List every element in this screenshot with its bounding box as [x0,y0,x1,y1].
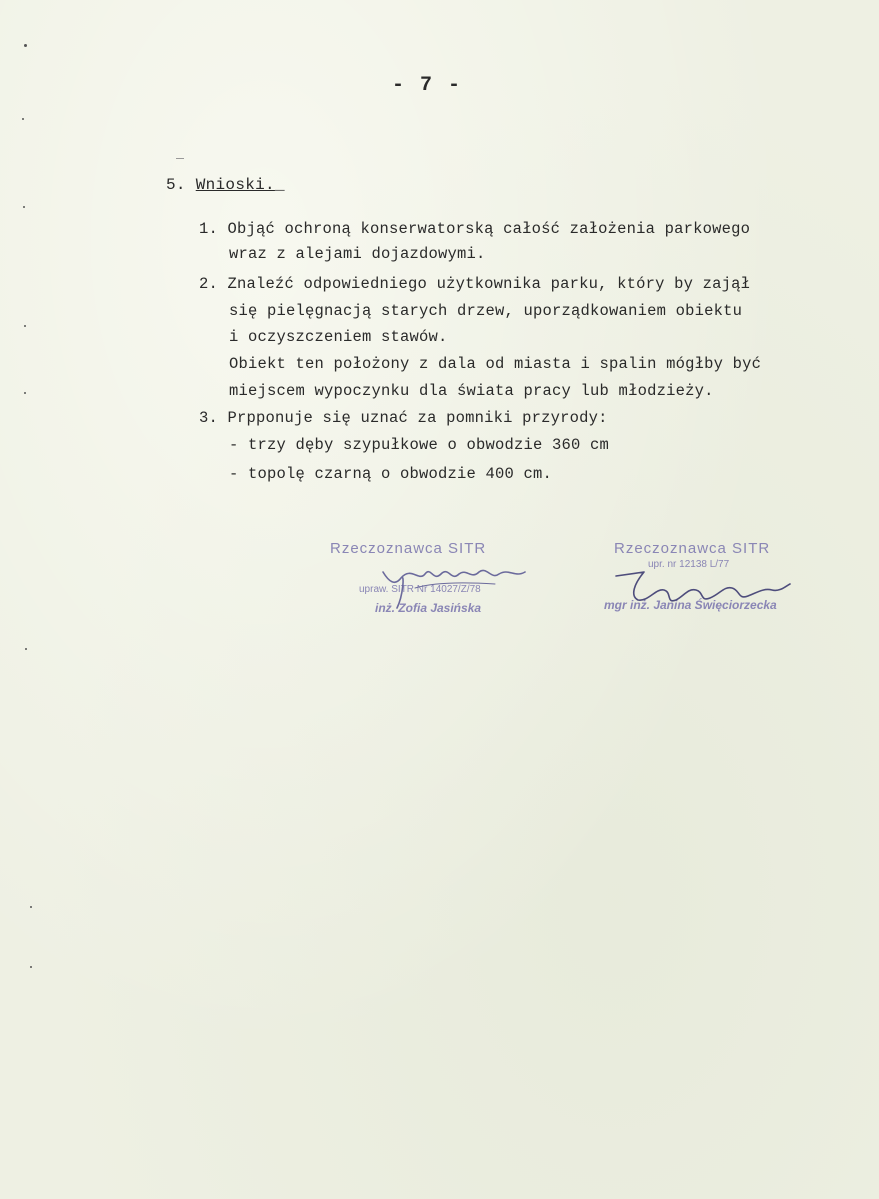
list-item-3 [199,409,608,427]
paper-speck [22,118,24,120]
stamp-registration: upr. nr 12138 L/77 [648,559,730,570]
section-title: Wnioski. [195,176,275,194]
list-item-continuation: miejscem wypoczynku dla świata pracy lub młodzieży. [229,382,714,400]
paper-speck [24,392,26,394]
stamp-name: mgr inż. Janina Święciorzecka [604,598,777,612]
list-item-continuation: się pielęgnacją starych drzew, uporządkowaniem obiektu [229,302,743,320]
stamp-title: Rzeczoznawca SITR [614,540,771,557]
list-subitem: - trzy dęby szypułkowe o obwodzie 360 cm [229,436,610,454]
list-item-continuation: i oczyszczeniem stawów. [229,328,448,346]
list-item-number: 2. [199,275,219,293]
signature [375,552,535,612]
section-number: 5. [166,176,186,194]
paper-speck [30,906,32,908]
list-item-text: Objąć ochroną konserwatorską całość założenia parkowego [227,220,751,238]
section-title-suffix: _ [274,176,285,194]
stamp-registration: upraw. SITR Nr 14027/Z/78 [359,584,481,595]
list-subitem: - topolę czarną o obwodzie 400 cm. [229,465,553,483]
paper-speck [24,325,26,327]
list-item-continuation: wraz z alejami dojazdowymi. [229,245,486,263]
list-item-text: Prpponuje się uznać za pomniki przyrody: [227,409,608,427]
list-item-number: 1. [199,220,219,238]
list-item-number: 3. [199,409,219,427]
signature [604,562,794,612]
list-item-continuation: Obiekt ten położony z dala od miasta i spalin mógłby być [229,355,762,373]
list-item-text: Znaleźć odpowiedniego użytkownika parku, który by zajął [227,275,751,293]
paper-speck [30,966,32,968]
stamp-name: inż. Zofia Jasińska [375,601,482,615]
list-item-2 [199,275,750,293]
paper-speck [25,648,27,650]
section-heading [166,176,285,194]
paper-speck [24,44,27,47]
page-number: - 7 - [392,74,463,97]
margin-mark [176,158,184,159]
paper-speck [23,206,25,208]
list-item-1 [199,220,750,238]
stamp-title: Rzeczoznawca SITR [330,540,487,557]
